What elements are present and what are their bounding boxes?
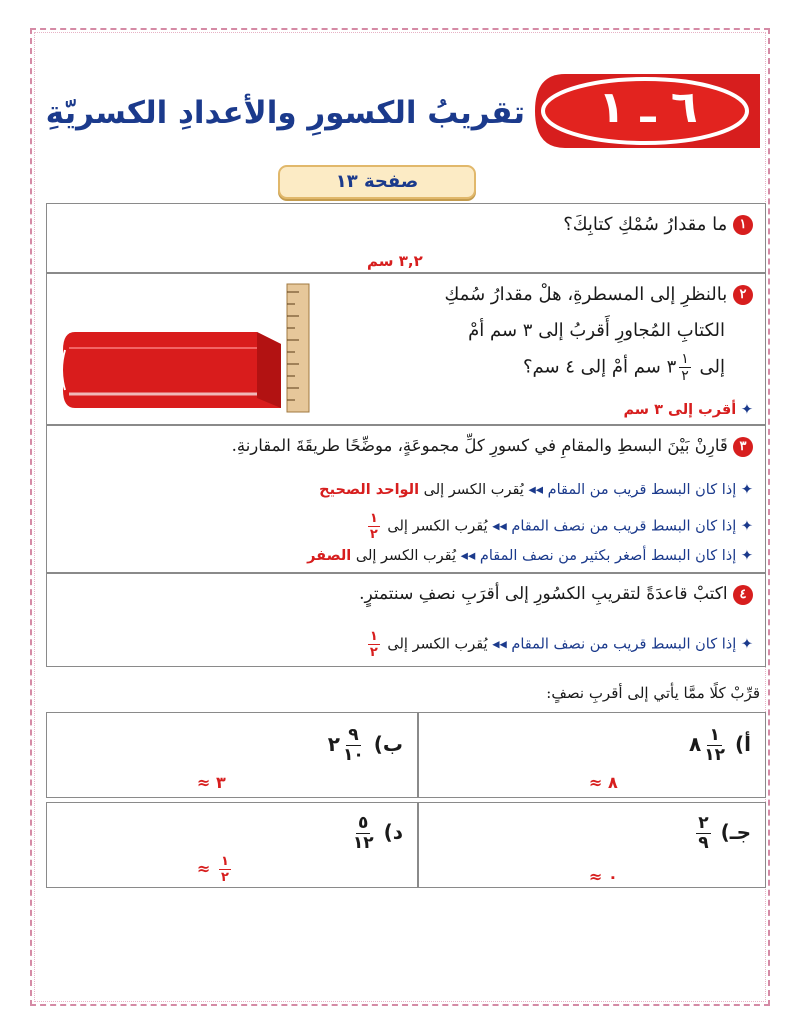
fraction-numerator: ١ (709, 725, 720, 745)
approx-symbol: ≈ (197, 859, 211, 878)
fraction-whole: ٢ (327, 732, 341, 756)
question-2-line-1 (445, 284, 754, 305)
fraction-denominator: ١٢ (704, 745, 726, 765)
fraction-denominator: ٢ (369, 645, 378, 660)
diamond-bullet-icon: ✦ (740, 482, 753, 498)
item-condition: إذا كان البسط قريب من المقام (547, 482, 737, 498)
lesson-number: ٦ ـ ١ (598, 82, 698, 133)
mixed-fraction (679, 352, 691, 383)
fraction-whole: ٣ (666, 356, 677, 378)
half-fraction (368, 512, 380, 541)
fraction (353, 815, 374, 852)
item-condition: إذا كان البسط قريب من نصف المقام (511, 636, 737, 653)
item-target: الصفر (307, 548, 352, 564)
fraction-denominator: ١٠ (343, 745, 364, 765)
question-number-2: ٢ (733, 285, 753, 305)
diamond-bullet-icon: ✦ (740, 518, 753, 535)
double-arrow-icon: ◂◂ (492, 636, 507, 653)
question-2-box (46, 273, 766, 425)
exercise-b-answer: ٣ ≈ (197, 773, 226, 792)
exercise-c-problem (693, 815, 751, 852)
exercise-grid (46, 712, 766, 900)
fraction-numerator: ٥ (358, 813, 369, 833)
double-arrow-icon: ◂◂ (492, 518, 507, 535)
diamond-bullet-icon: ✦ (740, 636, 753, 653)
fraction-numerator: ٩ (348, 725, 359, 745)
question-4-answer (365, 630, 753, 659)
exercise-d (46, 802, 418, 888)
question-2-line-2: الكتابِ المُجاورِ أَقربُ إلى ٣ سم أمْ (468, 320, 725, 341)
item-result: يُقرب الكسر إلى (423, 482, 524, 498)
item-condition: إذا كان البسط أصغر بكثير من نصف المقام (479, 548, 737, 564)
fraction (704, 727, 725, 764)
question-number-1: ١ (733, 215, 753, 235)
exercise-instruction: قرِّبْ كلًا ممَّا يأتي إلى أقربِ نصفٍ: (546, 684, 760, 702)
exercise-label: د) (383, 820, 403, 844)
diamond-bullet-icon: ✦ (740, 402, 753, 418)
exercise-label: أ) (735, 732, 751, 756)
question-1-box (46, 203, 766, 273)
item-result: يُقرب الكسر إلى (387, 518, 488, 535)
fraction-numerator: ١ (369, 511, 378, 526)
question-3-box (46, 425, 766, 573)
question-3-text: قَارِنْ بَيْنَ البسطِ والمقامِ في كسورِ كلِّ مجموعَةٍ، موضِّحًا طريقَةَ المقارنةِ. (231, 436, 728, 455)
exercise-a-answer: ٨ ≈ (589, 773, 618, 792)
item-condition: إذا كان البسط قريب من نصف المقام (511, 518, 737, 535)
question-4 (359, 584, 753, 605)
q2-line3-pre: إلى (699, 356, 725, 378)
half-fraction (219, 855, 231, 884)
book-ruler-illustration (57, 282, 327, 422)
fraction-numerator: ١ (220, 854, 229, 869)
lesson-title: تقريبُ الكسورِ والأعدادِ الكسريّةِ (45, 95, 525, 131)
question-2-line-1-text: بالنظرِ إلى المسطرةِ، هلْ مقدارُ سُمكِ (444, 284, 728, 305)
fraction-whole: ٨ (689, 732, 702, 756)
question-2-answer-line (623, 402, 753, 418)
exercise-c-answer: ٠ ≈ (589, 867, 618, 886)
fraction-denominator: ٢ (369, 527, 378, 542)
question-1 (563, 214, 753, 235)
item-target: الواحد الصحيح (319, 482, 420, 498)
q2-line3-post: سم أمْ إلى ٤ سم؟ (522, 356, 661, 378)
exercise-label: جـ) (720, 820, 751, 844)
fraction (343, 727, 364, 764)
question-3 (232, 436, 753, 457)
half-fraction (368, 630, 380, 659)
question-3-item-2 (365, 512, 753, 541)
book-icon (63, 332, 281, 408)
exercise-b-problem (328, 727, 403, 764)
item-result: يُقرب الكسر إلى (387, 636, 488, 653)
exercise-c (418, 802, 766, 888)
question-4-text: اكتبْ قاعدَةً لتقريبِ الكسُورِ إلى أقرَبِ نصفِ سنتمترٍ. (359, 584, 728, 604)
fraction-denominator: ١٢ (352, 833, 374, 853)
diamond-bullet-icon: ✦ (740, 548, 753, 564)
question-2-line-3 (523, 352, 725, 383)
fraction-denominator: ٩ (698, 833, 709, 853)
exercise-d-problem (350, 815, 403, 852)
ruler-icon (287, 284, 309, 412)
exercise-b (46, 712, 418, 798)
fraction-denominator: ٢ (220, 870, 229, 885)
question-3-item-1 (319, 482, 753, 498)
fraction (696, 815, 710, 852)
question-1-answer: ٣,٢ سم (367, 252, 423, 270)
page-tag: صفحة ١٣ (278, 165, 476, 199)
question-number-3: ٣ (733, 437, 753, 457)
exercise-a (418, 712, 766, 798)
fraction-numerator: ١ (681, 351, 689, 367)
question-4-box (46, 573, 766, 667)
question-1-text: ما مقدارُ سُمْكِ كتابِكَ؟ (563, 214, 728, 235)
fraction-numerator: ٢ (698, 813, 709, 833)
double-arrow-icon: ◂◂ (528, 482, 543, 498)
question-number-4: ٤ (733, 585, 753, 605)
exercise-a-problem (689, 727, 751, 764)
double-arrow-icon: ◂◂ (460, 548, 476, 564)
exercise-label: ب) (373, 732, 403, 756)
fraction-denominator: ٢ (681, 368, 689, 384)
item-result: يُقرب الكسر إلى (355, 548, 457, 564)
question-3-item-3 (307, 548, 753, 564)
exercise-d-answer (197, 855, 234, 884)
question-2-answer: أقرب إلى ٣ سم (623, 402, 737, 418)
fraction-numerator: ١ (369, 629, 378, 644)
